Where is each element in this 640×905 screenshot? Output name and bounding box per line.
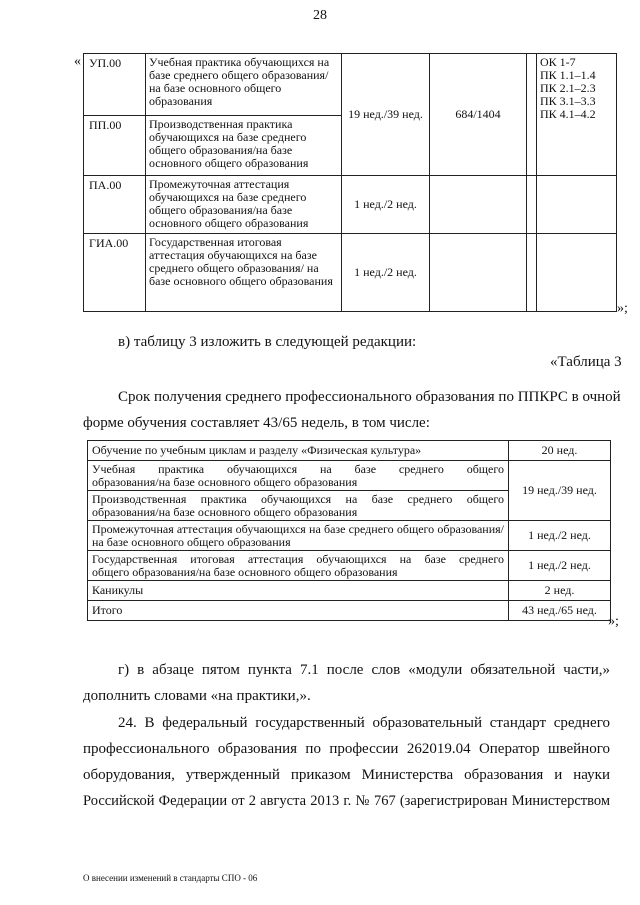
row-value: 1 нед./2 нед. (509, 551, 611, 581)
paragraph-g-line-1: г) в абзаце пятом пункта 7.1 после слов «модули обязательной части,» (118, 662, 610, 678)
row-label: Промежуточная аттестация обучающихся на базе среднего общего образования/на базе основного общего образования (88, 521, 509, 551)
row-value: 43 нед./65 нед. (509, 601, 611, 621)
table-row (84, 176, 617, 234)
row-label-line: образования/на базе основного общего образования (92, 474, 358, 489)
row-label-line: Государственная итоговая аттестация обучающихся на базе среднего (92, 551, 504, 566)
row-label-line: общего образования/на базе основного общего образования (92, 564, 398, 579)
paragraph-24-line-3: оборудования, утвержденный приказом Министерства образования и науки (83, 767, 610, 783)
page-number: 28 (313, 8, 327, 23)
row-label-line: Учебная практика обучающихся на базе среднего общего (92, 461, 504, 476)
row-label: Каникулы (88, 581, 509, 601)
weeks-table (87, 440, 611, 621)
merged-hours: 684/1404 (430, 54, 527, 176)
row-code: ПП.00 (84, 116, 146, 176)
row-text: Государственная итоговая аттестация обучающихся на базе среднего общего образования/ на базе основного общего образования (146, 234, 342, 312)
competency-item: ПК 3.1–3.3 (540, 94, 596, 108)
competency-item: ПК 2.1–2.3 (540, 81, 596, 95)
table-row (88, 581, 611, 601)
empty-cell (537, 176, 617, 234)
empty-cell (537, 234, 617, 312)
intro-line-2: форме обучения составляет 43/65 недель, в том числе: (83, 415, 430, 431)
table-row (88, 441, 611, 461)
row-value: 2 нед. (509, 581, 611, 601)
table-row (84, 54, 617, 116)
row-text: Производственная практика обучающихся на базе среднего общего образования/на базе основного общего образования (146, 116, 342, 176)
competency-item: ПК 1.1–1.4 (540, 68, 596, 82)
table-row (88, 551, 611, 581)
row-code: ПА.00 (84, 176, 146, 234)
row-label: Производственная практика обучающихся на базе среднего общего образования/на базе основного общего образования (88, 491, 509, 521)
table-row (88, 521, 611, 551)
row-label: Обучение по учебным циклам и разделу «Физическая культура» (88, 441, 509, 461)
table2-close-quote: »; (608, 614, 619, 629)
competencies-cell (537, 54, 617, 176)
merged-value: 19 нед./39 нед. (509, 461, 611, 521)
paragraph-24-line-4: Российской Федерации от 2 августа 2013 г. № 767 (зарегистрирован Министерством (83, 793, 610, 809)
row-code: УП.00 (84, 54, 146, 116)
table-row (88, 601, 611, 621)
table-row (84, 234, 617, 312)
table1-close-quote: »; (617, 301, 628, 316)
row-code: ГИА.00 (84, 234, 146, 312)
row-label: Итого (88, 601, 509, 621)
empty-cell (430, 176, 527, 234)
table1-open-quote: « (74, 54, 81, 69)
table3-label: «Таблица 3 (550, 354, 622, 370)
row-label (88, 461, 509, 491)
row-label (88, 551, 509, 581)
row-text: Учебная практика обучающихся на базе среднего общего образования/на базе основного общего образования (146, 54, 342, 116)
intro-line-1: Срок получения среднего профессионального образования по ППКРС в очной (118, 389, 621, 405)
empty-cell (527, 176, 537, 234)
row-weeks: 1 нед./2 нед. (342, 234, 430, 312)
merged-weeks: 19 нед./39 нед. (342, 54, 430, 176)
paragraph-v: в) таблицу 3 изложить в следующей редакции: (118, 334, 417, 350)
empty-cell (430, 234, 527, 312)
row-text: Промежуточная аттестация обучающихся на базе среднего общего образования/на базе основного общего образования (146, 176, 342, 234)
row-value: 1 нед./2 нед. (509, 521, 611, 551)
paragraph-24-line-2: профессионального образования по профессии 262019.04 Оператор швейного (83, 741, 610, 757)
practice-table (83, 53, 617, 312)
paragraph-g-line-2: дополнить словами «на практики,». (83, 688, 311, 704)
blank-column (527, 54, 537, 176)
footer-note: О внесении изменений в стандарты СПО - 06 (83, 873, 258, 883)
row-value: 20 нед. (509, 441, 611, 461)
competency-item: ПК 4.1–4.2 (540, 107, 596, 121)
competency-item: ОК 1-7 (540, 55, 576, 69)
table-row (88, 461, 611, 491)
empty-cell (527, 234, 537, 312)
row-weeks: 1 нед./2 нед. (342, 176, 430, 234)
paragraph-24-line-1: 24. В федеральный государственный образовательный стандарт среднего (118, 715, 610, 731)
